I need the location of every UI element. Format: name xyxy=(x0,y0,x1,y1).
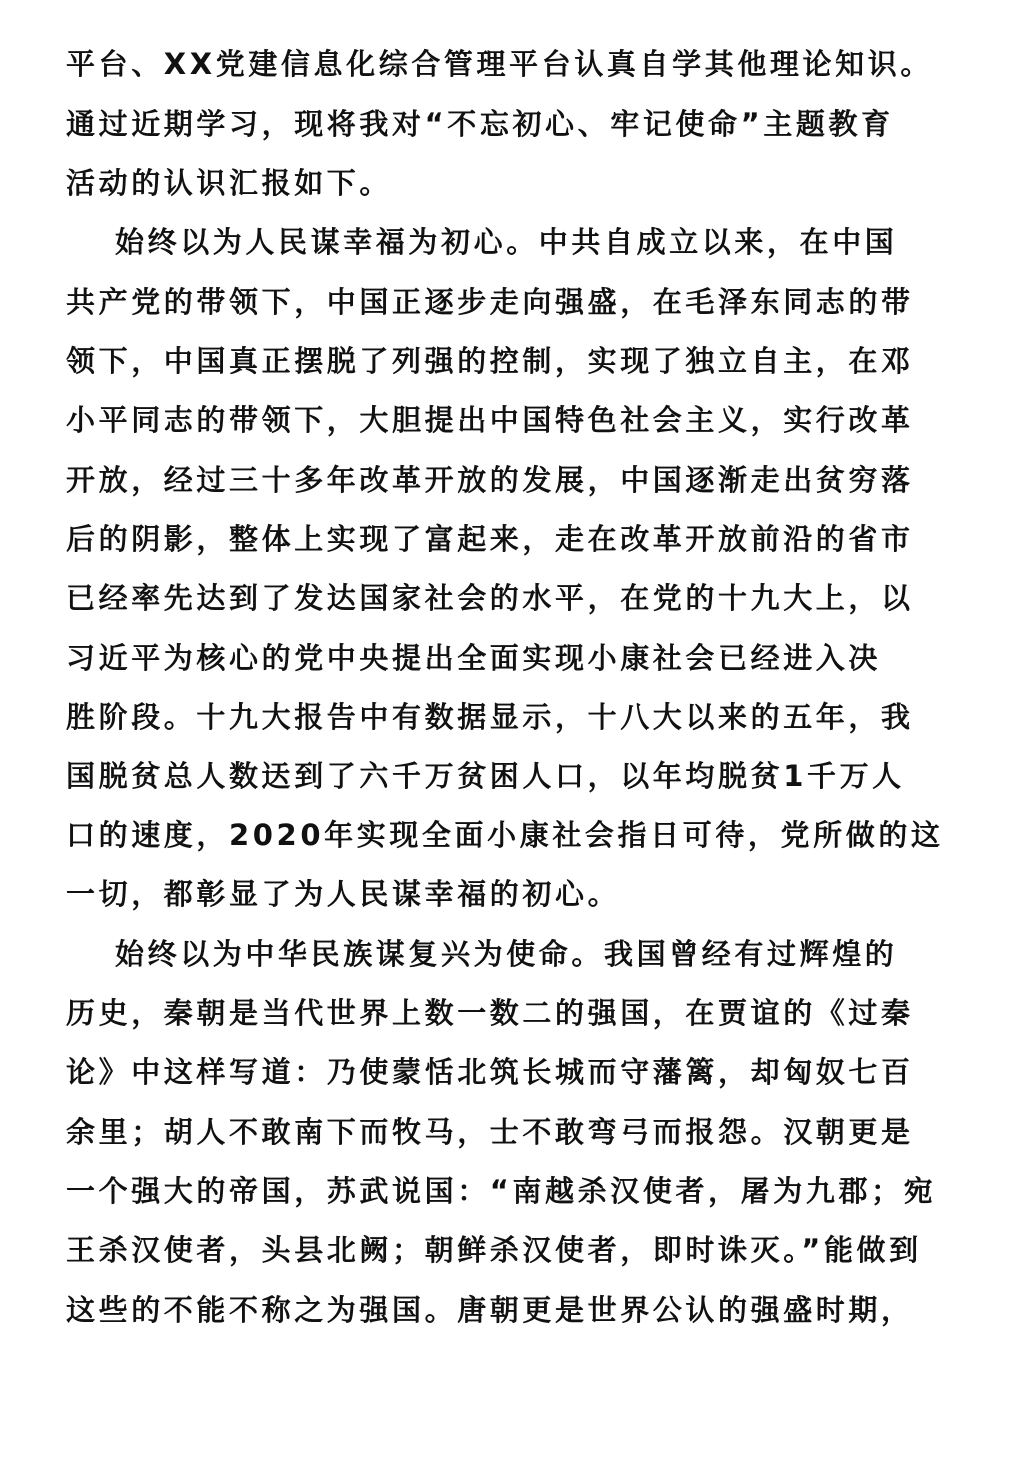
text-line: 后的阴影，整体上实现了富起来，走在改革开放前沿的省市 xyxy=(66,522,914,556)
text-line: 余里；胡人不敢南下而牧马，士不敢弯弓而报怨。汉朝更是 xyxy=(66,1115,914,1149)
text-line: 一个强大的帝国，苏武说国：“南越杀汉使者，屠为九郡；宛 xyxy=(66,1174,937,1208)
text-line: 习近平为核心的党中央提出全面实现小康社会已经进入决 xyxy=(66,641,882,675)
text-line: 论》中这样写道：乃使蒙恬北筑长城而守藩篱，却匈奴七百 xyxy=(66,1055,914,1089)
text-line: 平台、XX党建信息化综合管理平台认真自学其他理论知识。 xyxy=(66,47,933,81)
text-line: 通过近期学习，现将我对“不忘初心、牢记使命”主题教育 xyxy=(66,107,894,141)
text-line: 开放，经过三十多年改革开放的发展，中国逐渐走出贫穷落 xyxy=(66,463,914,497)
text-line: 口的速度，2020年实现全面小康社会指日可待，党所做的这 xyxy=(66,818,944,852)
text-line: 活动的认识汇报如下。 xyxy=(66,166,393,200)
text-line: 共产党的带领下，中国正逐步走向强盛，在毛泽东同志的带 xyxy=(66,285,914,319)
text-line: 历史，秦朝是当代世界上数一数二的强国，在贾谊的《过秦 xyxy=(66,996,914,1030)
paragraph-first-line: 始终以为人民谋幸福为初心。中共自成立以来，在中国 xyxy=(115,225,898,259)
text-line: 这些的不能不称之为强国。唐朝更是世界公认的强盛时期， xyxy=(66,1293,914,1327)
paragraph-first-line: 始终以为中华民族谋复兴为使命。我国曾经有过辉煌的 xyxy=(115,937,898,971)
text-line: 胜阶段。十九大报告中有数据显示，十八大以来的五年，我 xyxy=(66,700,914,734)
text-line: 已经率先达到了发达国家社会的水平，在党的十九大上，以 xyxy=(66,581,914,615)
text-line: 一切，都彰显了为人民谋幸福的初心。 xyxy=(66,877,621,911)
text-line: 国脱贫总人数迗到了六千万贫困人口，以年均脱贫1千万人 xyxy=(66,759,905,793)
text-line: 王杀汉使者，头县北阙；朝鲜杀汉使者，即时诛灭。”能做到 xyxy=(66,1233,922,1267)
text-line: 小平同志的带领下，大胆提出中国特色社会主义，实行改革 xyxy=(66,403,914,437)
text-line: 领下，中国真正摆脱了列强的控制，实现了独立自主，在邓 xyxy=(66,344,914,378)
